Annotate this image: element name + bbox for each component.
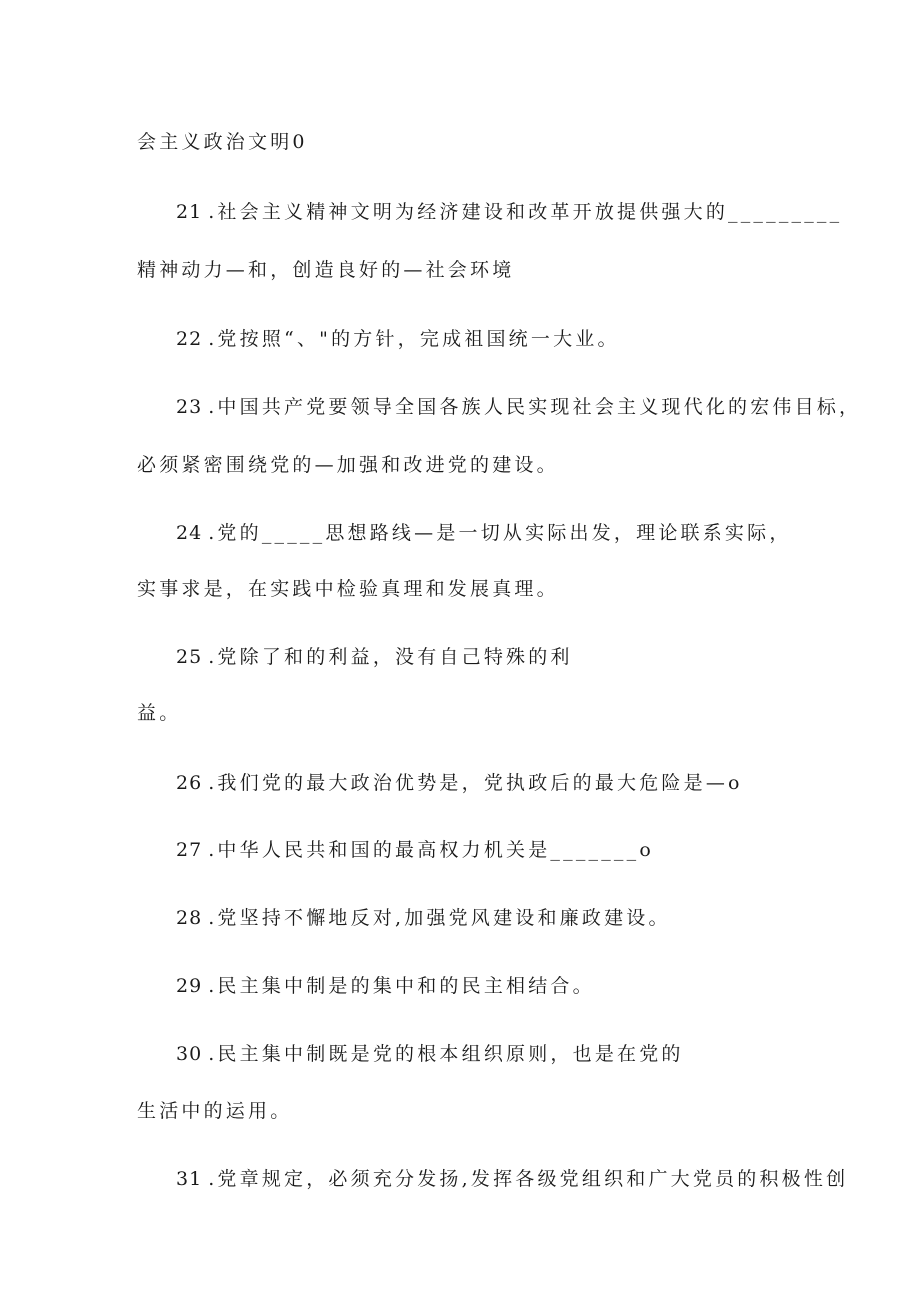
question-28 bbox=[176, 906, 671, 930]
question-text: .党的_____思想路线—是一切从实际出发，理论联系实际， bbox=[208, 522, 792, 544]
question-text: .党除了和的利益，没有自己特殊的利 bbox=[208, 646, 573, 668]
question-23 bbox=[176, 395, 861, 419]
text-line-continuation bbox=[137, 130, 308, 154]
question-21 bbox=[176, 200, 842, 224]
question-number: 23 bbox=[176, 396, 203, 418]
question-22 bbox=[176, 327, 620, 351]
question-number: 31 bbox=[176, 1168, 203, 1190]
question-number: 26 bbox=[176, 772, 203, 794]
question-21-continuation bbox=[137, 258, 514, 282]
question-25-continuation bbox=[137, 701, 181, 725]
question-number: 30 bbox=[176, 1043, 203, 1065]
question-30 bbox=[176, 1042, 684, 1066]
question-text: .党坚持不懈地反对,加强党风建设和廉政建设。 bbox=[208, 907, 671, 929]
question-text: .我们党的最大政治优势是，党执政后的最大危险是—o bbox=[208, 772, 743, 794]
line-text: 会主义政治文明0 bbox=[137, 131, 308, 153]
question-text: .民主集中制既是党的根本组织原则，也是在党的 bbox=[208, 1043, 684, 1065]
question-text: .党章规定，必须充分发扬,发挥各级党组织和广大党员的积极性创 bbox=[208, 1168, 849, 1190]
line-text: 实事求是，在实践中检验真理和发展真理。 bbox=[137, 578, 559, 600]
question-number: 27 bbox=[176, 839, 203, 861]
question-number: 22 bbox=[176, 328, 203, 350]
question-number: 29 bbox=[176, 975, 203, 997]
question-number: 25 bbox=[176, 646, 203, 668]
question-30-continuation bbox=[137, 1099, 292, 1123]
question-31 bbox=[176, 1167, 848, 1191]
question-number: 24 bbox=[176, 522, 203, 544]
question-26 bbox=[176, 771, 743, 795]
line-text: 益。 bbox=[137, 702, 182, 724]
question-number: 28 bbox=[176, 907, 203, 929]
question-text: .社会主义精神文明为经济建设和改革开放提供强大的_________ bbox=[208, 201, 843, 223]
question-29 bbox=[176, 974, 595, 998]
question-number: 21 bbox=[176, 201, 203, 223]
line-text: 生活中的运用。 bbox=[137, 1100, 293, 1122]
question-25 bbox=[176, 645, 573, 669]
line-text: 精神动力—和，创造良好的—社会环境 bbox=[137, 259, 515, 281]
question-27 bbox=[176, 838, 654, 862]
question-24 bbox=[176, 521, 792, 545]
question-23-continuation bbox=[137, 453, 559, 477]
question-text: .中华人民共和国的最高权力机关是_______o bbox=[208, 839, 654, 861]
line-text: 必须紧密围绕党的—加强和改进党的建设。 bbox=[137, 454, 559, 476]
question-text: .党按照“、"的方针，完成祖国统一大业。 bbox=[208, 328, 620, 350]
question-text: .中国共产党要领导全国各族人民实现社会主义现代化的宏伟目标， bbox=[208, 396, 862, 418]
question-24-continuation bbox=[137, 577, 559, 601]
question-text: .民主集中制是的集中和的民主相结合。 bbox=[208, 975, 595, 997]
